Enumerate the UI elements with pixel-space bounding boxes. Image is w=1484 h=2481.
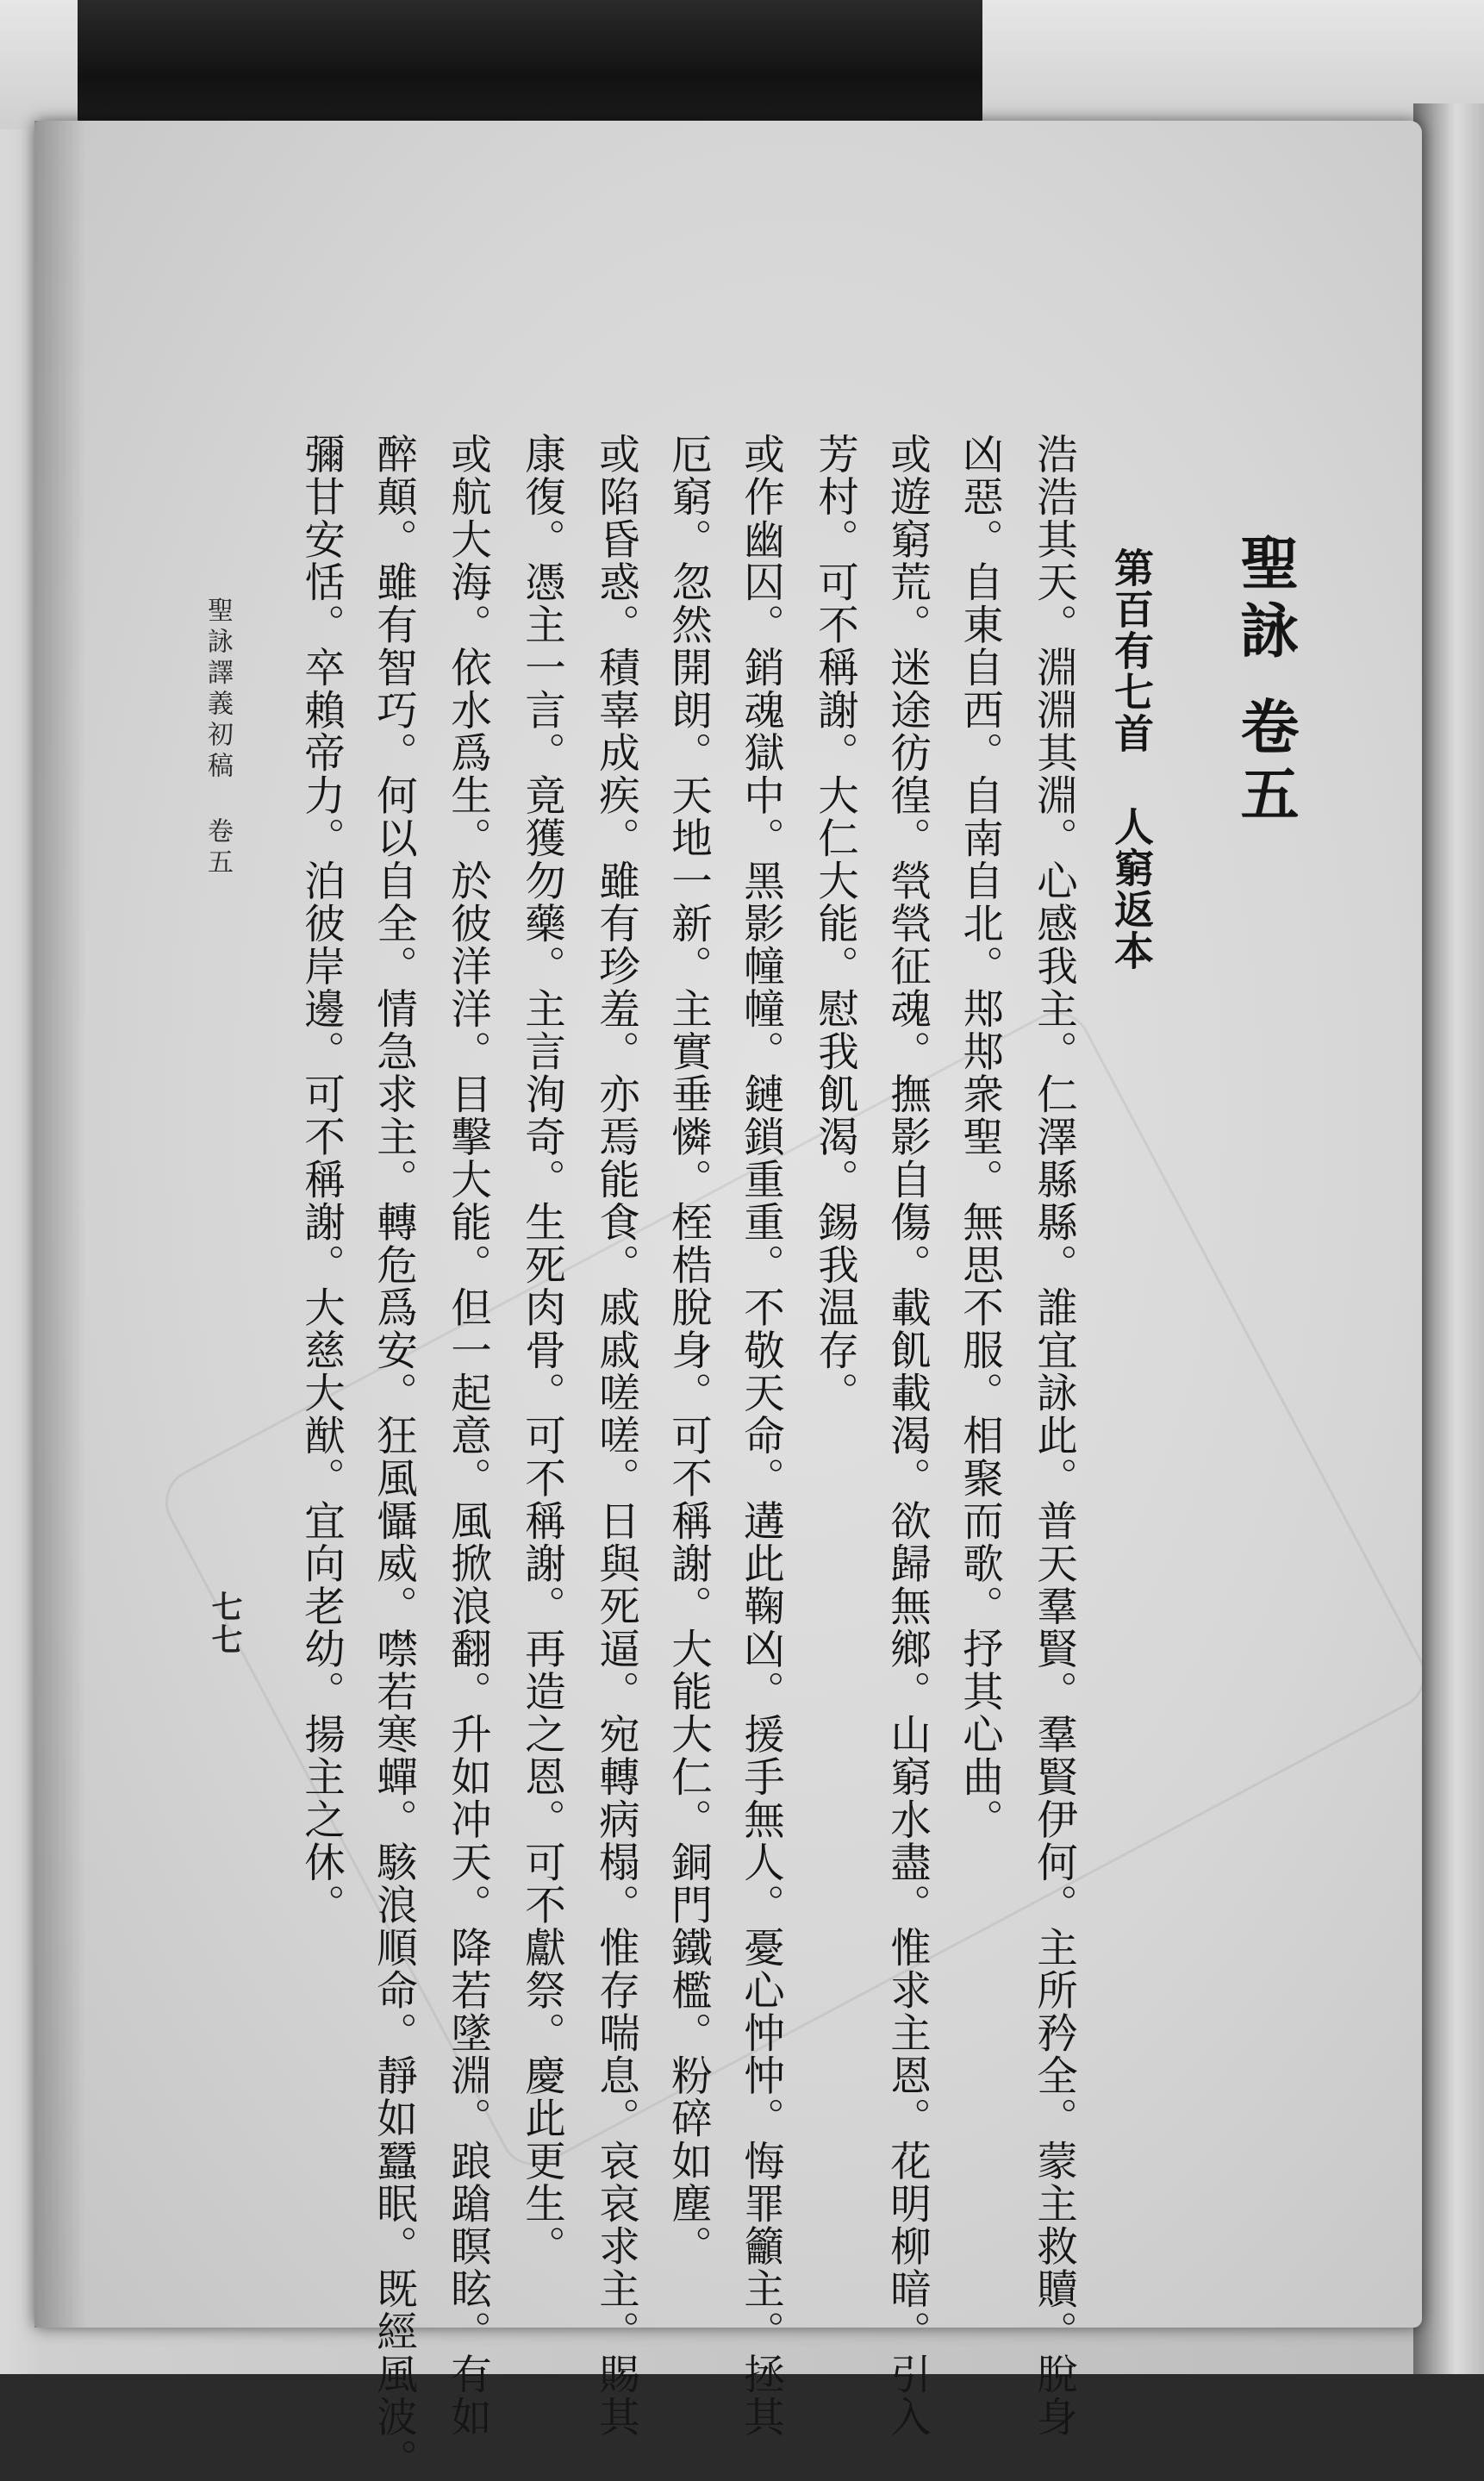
- text-column-4: 芳村。可不稱謝。大仁大能。慰我飢渴。錫我温存。: [810, 433, 858, 1415]
- text-column-7: 或陷昏惑。積辜成疾。雖有珍羞。亦焉能食。戚戚嗟嗟。日與死逼。宛轉病榻。惟存喘息。哀哀求主。賜其: [591, 433, 639, 2439]
- spine-shadow: [34, 121, 86, 2328]
- text-column-6: 厄窮。忽然開朗。天地一新。主實垂憐。桎梏脫身。可不稱謝。大能大仁。銅門鐵檻。粉碎如塵。: [664, 433, 712, 2268]
- text-column-9: 或航大海。依水爲生。於彼洋洋。目擊大能。但一起意。風掀浪翻。升如冲天。降若墜淵。踉蹌瞑眩。有如: [443, 433, 491, 2439]
- text-column-2: 凶惡。自東自西。自南自北。䢼䢼衆聖。無思不服。相聚而歌。抒其心曲。: [955, 433, 1003, 1841]
- book-page: [34, 121, 1422, 2481]
- footer-volume: 卷五: [203, 817, 233, 879]
- page-number: 七七: [207, 1590, 243, 1656]
- text-column-1: 浩浩其天。淵淵其淵。心感我主。仁澤縣縣。誰宜詠此。普天羣賢。羣賢伊何。主所矜全。蒙主救贖。脫身: [1029, 433, 1077, 2439]
- psalm-heading: [1103, 547, 1160, 972]
- text-column-10: 醉顛。雖有智巧。何以自全。情急求主。轉危爲安。狂風懾威。噤若寒蟬。駭浪順命。靜如蠶眠。既經風波。: [369, 433, 417, 2481]
- running-title: 聖詠 卷五: [1231, 533, 1300, 831]
- watermark-stamp: [153, 1000, 1437, 2178]
- text-column-8: 康復。憑主一言。竟獲勿藥。主言洵奇。生死肉骨。可不稱謝。再造之恩。可不獻祭。慶此更生。: [517, 433, 565, 2268]
- psalm-title: 人窮返本: [1108, 806, 1155, 972]
- footer-book-title: 聖詠譯義初稿: [203, 597, 233, 783]
- text-column-3: 或遊窮荒。迷途彷徨。煢煢征魂。撫影自傷。載飢載渴。欲歸無鄉。山窮水盡。惟求主恩。花明柳暗。引入: [882, 433, 931, 2439]
- book-cover-edge: [78, 0, 982, 129]
- next-page-edge: [1413, 103, 1484, 2374]
- page-footer: [198, 597, 236, 879]
- text-column-11: 彌甘安恬。卒賴帝力。泊彼岸邊。可不稱謝。大慈大猷。宜向老幼。揚主之休。: [296, 433, 345, 1927]
- text-column-5: 或作幽囚。銷魂獄中。黑影幢幢。鏈鎖重重。不敬天命。遘此鞠凶。援手無人。憂心忡忡。悔罪籲主。拯其: [736, 433, 784, 2439]
- psalm-number: 第百有七首: [1108, 547, 1155, 754]
